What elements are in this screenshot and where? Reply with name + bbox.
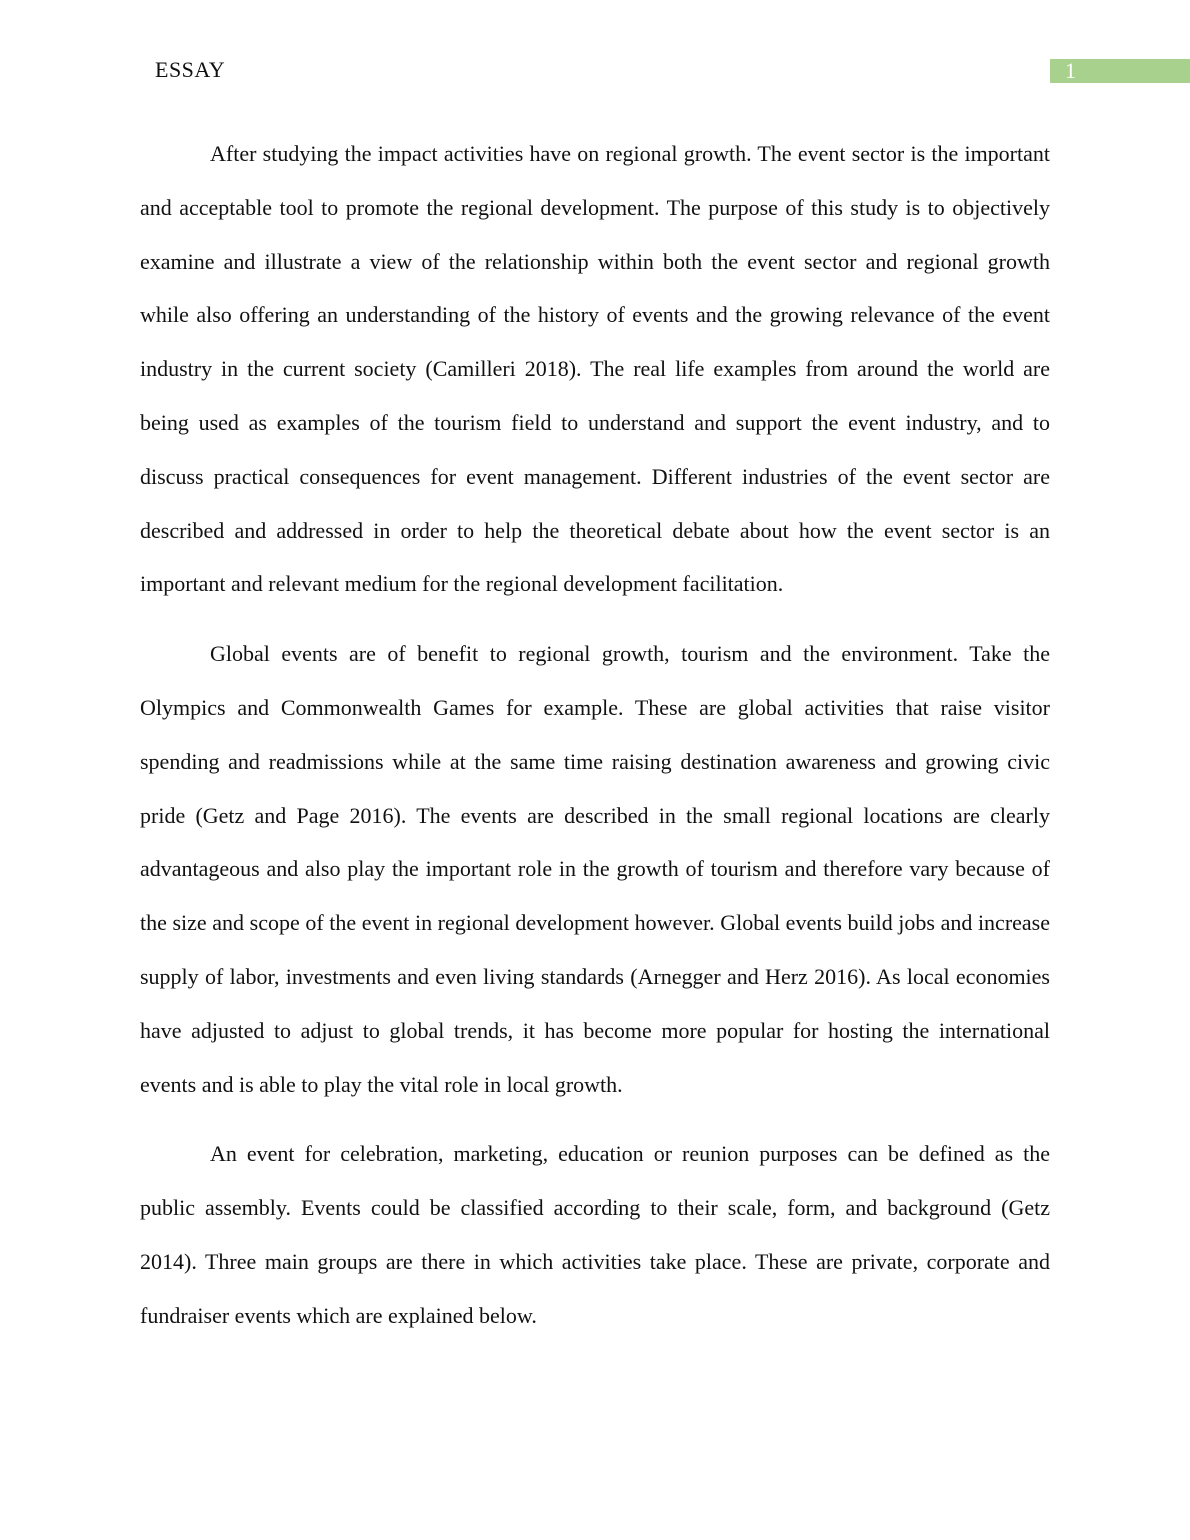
essay-body xyxy=(140,127,1050,1359)
paragraph-2: Global events are of benefit to regional growth, tourism and the environment. Take the Olympics and Commonwealth Games for example. These are global activities that raise visitor spending and readmissions while at the same time raising destination awareness and growing civic pride (Getz and Page 2016). The events are described in the small regional locations are clearly advantageous and also play the important role in the growth of tourism and therefore vary because of the size and scope of the event in regional development however. Global events build jobs and increase supply of labor, investments and even living standards (Arnegger and Herz 2016). As local economies have adjusted to adjust to global trends, it has become more popular for hosting the international events and is able to play the vital role in local growth. xyxy=(140,641,1050,1097)
paragraph-1: After studying the impact activities have on regional growth. The event sector is the important and acceptable tool to promote the regional development. The purpose of this study is to objectively examine and illustrate a view of the relationship within both the event sector and regional growth while also offering an understanding of the history of events and the growing relevance of the event industry in the current society (Camilleri 2018). The real life examples from around the world are being used as examples of the tourism field to understand and support the event industry, and to discuss practical consequences for event management. Different industries of the event sector are described and addressed in order to help the theoretical debate about how the event sector is an important and relevant medium for the regional development facilitation. xyxy=(140,141,1050,597)
paragraph-3: An event for celebration, marketing, education or reunion purposes can be defined as the public assembly. Events could be classified according to their scale, form, and background (Getz 2014). Three main groups are there in which activities take place. These are private, corporate and fundraiser events which are explained below. xyxy=(140,1141,1050,1328)
page-number: 1 xyxy=(1065,58,1076,83)
page-number-bar xyxy=(1050,59,1190,83)
header-title: ESSAY xyxy=(155,57,226,82)
